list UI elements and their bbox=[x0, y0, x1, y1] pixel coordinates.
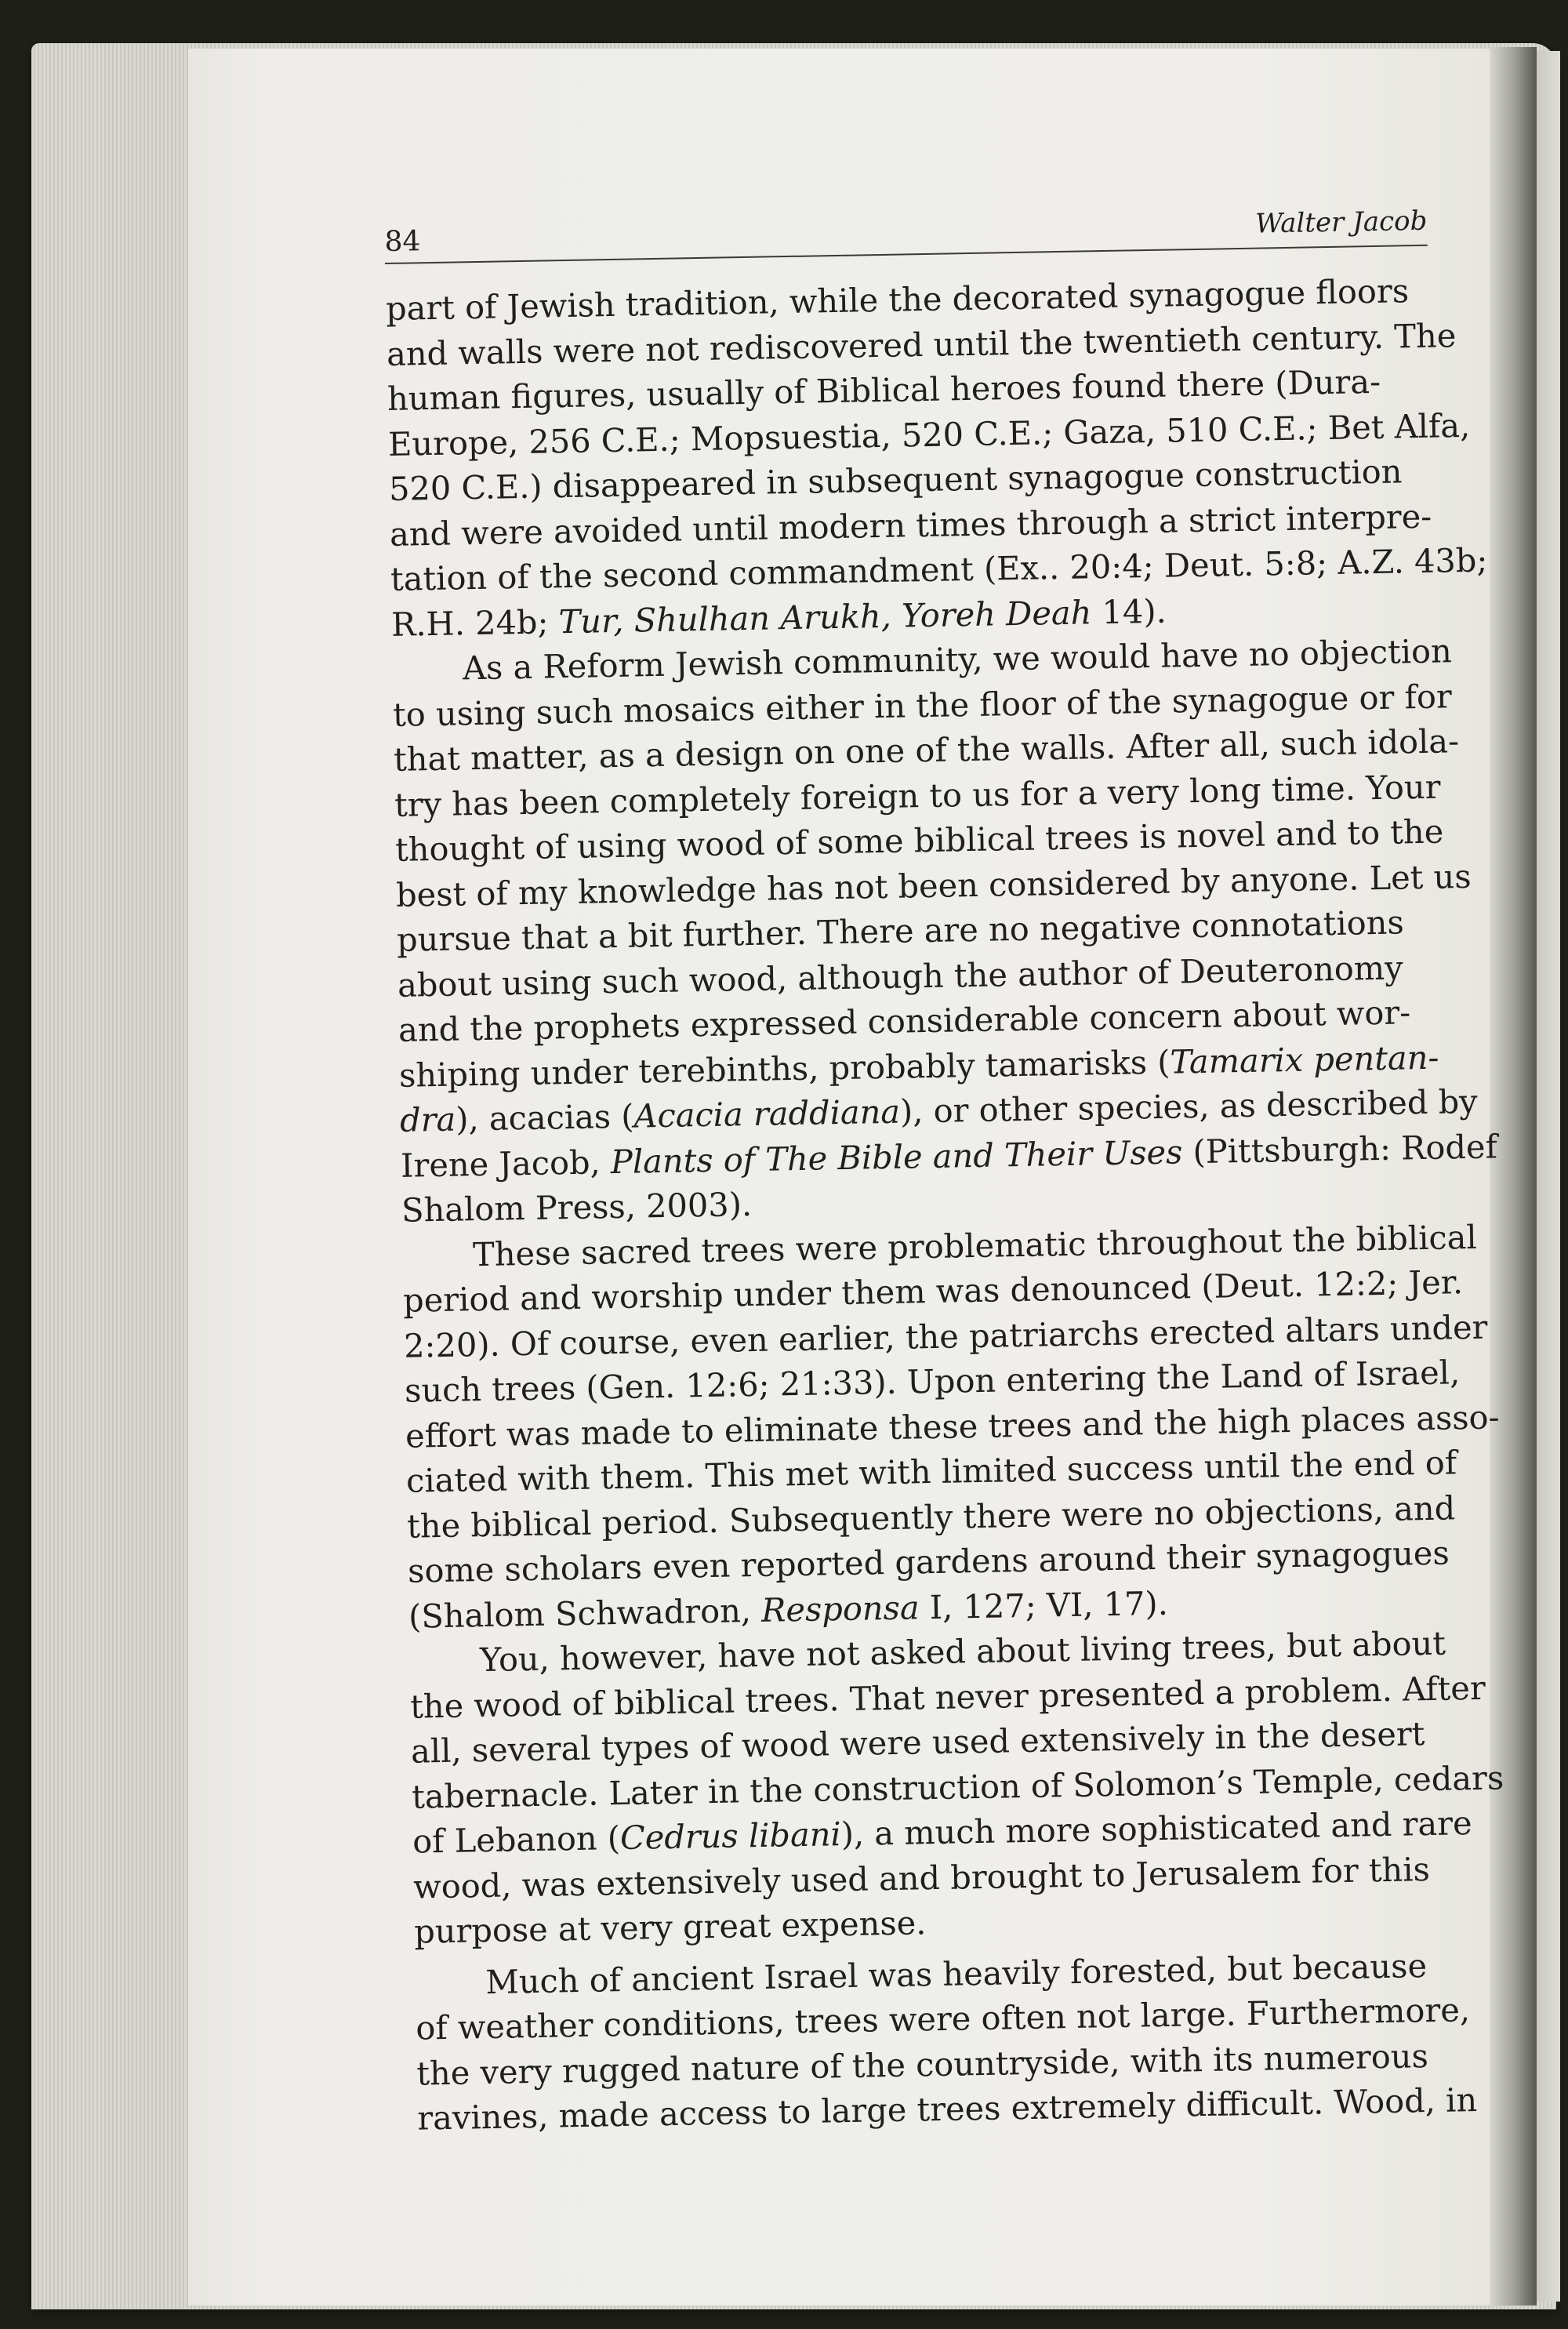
text-segment: ciated with them. This met with limited success until the end of bbox=[405, 1443, 1457, 1500]
text-segment: As a Reform Jewish community, we would have no objection bbox=[462, 631, 1453, 688]
text-segment: tabernacle. Later in the construction of Solomon’s Temple, cedars bbox=[411, 1757, 1504, 1816]
text-segment: and were avoided until modern times through a strict interpre- bbox=[389, 496, 1432, 554]
text-segment: R.H. 24b; bbox=[390, 601, 560, 644]
text-segment: period and worship under them was denounced (Deut. 12:2; Jer. bbox=[402, 1263, 1464, 1320]
paragraph bbox=[402, 1215, 1500, 1639]
text-segment: the biblical period. Subsequently there were no objections, and bbox=[406, 1488, 1456, 1546]
text-segment: Irene Jacob, bbox=[400, 1142, 612, 1185]
page-text-block bbox=[384, 198, 1504, 2141]
page-curl-shadow bbox=[1490, 47, 1537, 2305]
text-segment: some scholars even reported gardens around their synagogues bbox=[407, 1533, 1450, 1590]
next-page-edge bbox=[1537, 51, 1560, 2302]
text-segment: ), a much more sophisticated and rare bbox=[840, 1804, 1472, 1854]
text-segment: part of Jewish tradition, while the decorated synagogue floors bbox=[385, 271, 1410, 328]
text-segment: to using such mosaics either in the floor of the synagogue or for bbox=[392, 676, 1453, 734]
paragraph bbox=[385, 268, 1488, 647]
text-segment: ), or other species, as described by bbox=[899, 1081, 1479, 1131]
text-segment: (Shalom Schwadron, bbox=[408, 1590, 762, 1636]
text-segment: Shalom Press, 2003). bbox=[401, 1185, 753, 1230]
paragraph bbox=[392, 629, 1498, 1234]
text-segment: and walls were not rediscovered until the twentieth century. The bbox=[386, 315, 1457, 373]
text-segment: and the prophets expressed considerable concern about wor- bbox=[397, 993, 1411, 1049]
italic-text: Cedrus libani bbox=[619, 1815, 842, 1858]
text-segment: shiping under terebinths, probably tamarisks ( bbox=[398, 1042, 1171, 1095]
text-segment: effort was made to eliminate these trees and the high places asso- bbox=[405, 1397, 1500, 1455]
italic-text: Tur, Shulhan Arukh, Yoreh Deah bbox=[558, 592, 1092, 641]
text-segment: human figures, usually of Biblical heroes found there (Dura- bbox=[387, 362, 1381, 418]
text-segment: 2:20). Of course, even earlier, the patriarchs erected altars under bbox=[403, 1307, 1488, 1365]
italic-text: Acacia raddiana bbox=[633, 1092, 901, 1135]
text-segment: best of my knowledge has not been considered by anyone. Let us bbox=[395, 856, 1472, 914]
text-segment: Much of ancient Israel was heavily forested, but because bbox=[485, 1946, 1428, 2001]
text-segment: the wood of biblical trees. That never presented a problem. After bbox=[409, 1668, 1486, 1726]
text-segment: 14). bbox=[1091, 591, 1167, 631]
text-segment: Europe, 256 C.E.; Mopsuestia, 520 C.E.; Gaza, 510 C.E.; Bet Alfa, bbox=[387, 405, 1471, 463]
text-segment: pursue that a bit further. There are no negative connotations bbox=[396, 903, 1405, 959]
text-segment: the very rugged nature of the countryside, with its numerous bbox=[416, 2036, 1429, 2093]
text-segment: try has been completely foreign to us for a very long time. Your bbox=[394, 767, 1441, 824]
paragraph bbox=[415, 1942, 1478, 2141]
text-segment: These sacred trees were problematic throughout the biblical bbox=[472, 1217, 1478, 1274]
text-segment: I, 127; VI, 17). bbox=[919, 1583, 1169, 1626]
text-segment: 520 C.E.) disappeared in subsequent synagogue construction bbox=[388, 452, 1403, 508]
italic-text: Tamarix pentan- bbox=[1169, 1037, 1439, 1081]
text-segment: all, several types of wood were used extensively in the desert bbox=[410, 1714, 1425, 1771]
text-segment: purpose at very great expense. bbox=[413, 1903, 927, 1951]
text-segment: about using such wood, although the author of Deuteronomy bbox=[397, 947, 1403, 1005]
page-number: 84 bbox=[384, 225, 421, 258]
italic-text: Responsa bbox=[760, 1587, 920, 1630]
body-text bbox=[385, 268, 1504, 2141]
paragraph bbox=[409, 1621, 1504, 1955]
text-segment: (Pittsburgh: Rodef bbox=[1181, 1126, 1498, 1171]
text-segment: of Lebanon ( bbox=[412, 1819, 621, 1861]
running-head-author: Walter Jacob bbox=[1254, 205, 1428, 240]
text-segment: of weather conditions, trees were often not large. Furthermore, bbox=[415, 1990, 1471, 2047]
text-segment: such trees (Gen. 12:6; 21:33). Upon entering the Land of Israel, bbox=[404, 1353, 1461, 1410]
italic-text: Plants of The Bible and Their Uses bbox=[610, 1132, 1183, 1181]
italic-text: dra bbox=[399, 1099, 456, 1139]
text-segment: tation of the second commandment (Ex.. 20:4; Deut. 5:8; A.Z. 43b; bbox=[390, 540, 1488, 598]
text-segment: You, however, have not asked about living trees, but about bbox=[479, 1623, 1446, 1680]
text-segment: ), acacias ( bbox=[455, 1096, 634, 1139]
text-segment: that matter, as a design on one of the walls. After all, such idola- bbox=[393, 721, 1460, 779]
text-segment: wood, was extensively used and brought to Jerusalem for this bbox=[412, 1849, 1431, 1906]
text-segment: ravines, made access to large trees extremely difficult. Wood, in bbox=[416, 2080, 1478, 2138]
text-segment: thought of using wood of some biblical trees is novel and to the bbox=[394, 812, 1444, 869]
